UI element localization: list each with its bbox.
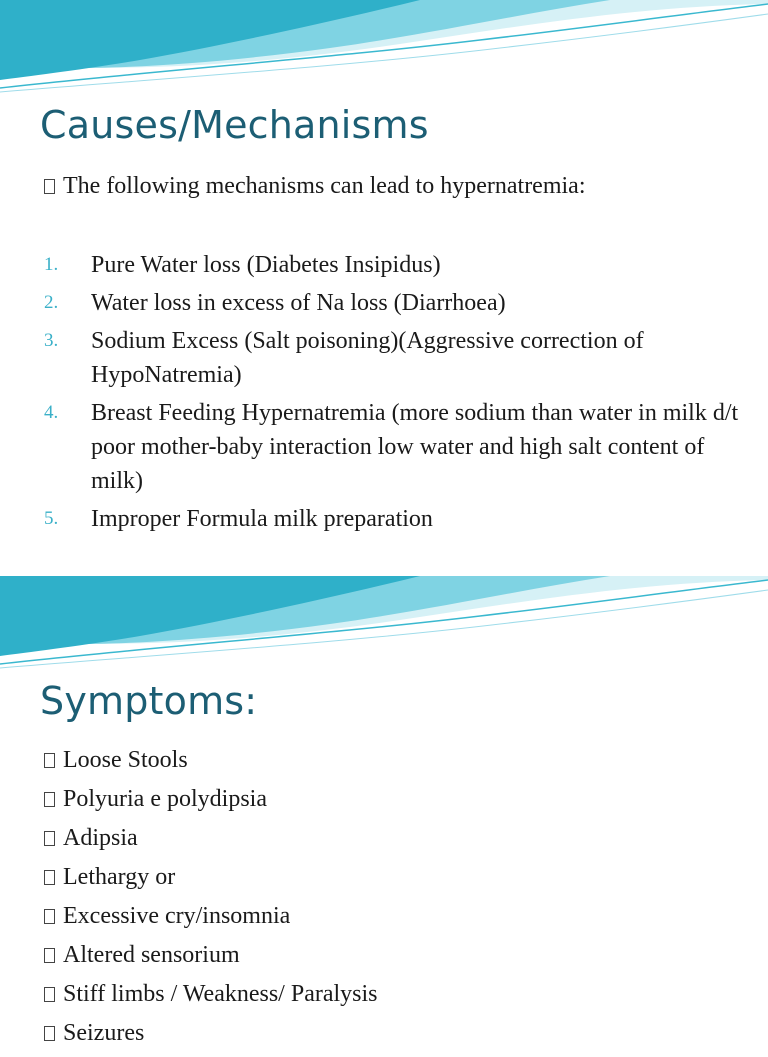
list-item-text: Improper Formula milk preparation bbox=[91, 506, 433, 532]
slide-title: Symptoms: bbox=[40, 679, 258, 723]
list-number: 5. bbox=[44, 508, 59, 529]
list-item bbox=[44, 286, 744, 320]
mechanisms-list bbox=[44, 248, 744, 540]
square-bullet-icon bbox=[44, 948, 55, 963]
intro-text: The following mechanisms can lead to hypernatremia: bbox=[63, 173, 586, 199]
list-item bbox=[44, 901, 378, 940]
list-item bbox=[44, 745, 378, 784]
header-wave-decoration bbox=[0, 576, 768, 676]
list-item-text: Polyuria e polydipsia bbox=[63, 786, 267, 812]
slide-title: Causes/Mechanisms bbox=[40, 103, 429, 147]
square-bullet-icon bbox=[44, 831, 55, 846]
list-item bbox=[44, 502, 744, 536]
header-wave-decoration bbox=[0, 0, 768, 100]
list-item bbox=[44, 324, 744, 392]
list-item bbox=[44, 823, 378, 862]
list-item-text: Seizures bbox=[63, 1020, 145, 1046]
list-item-text: Excessive cry/insomnia bbox=[63, 903, 291, 929]
list-item bbox=[44, 396, 744, 498]
list-item-text: Sodium Excess (Salt poisoning)(Aggressive correction of HypoNatremia) bbox=[91, 328, 644, 388]
square-bullet-icon bbox=[44, 1026, 55, 1041]
slide-separator bbox=[0, 560, 768, 576]
square-bullet-icon bbox=[44, 987, 55, 1002]
list-item-text: Loose Stools bbox=[63, 747, 188, 773]
list-item bbox=[44, 979, 378, 1018]
list-item-text: Pure Water loss (Diabetes Insipidus) bbox=[91, 252, 441, 278]
symptoms-list bbox=[44, 745, 378, 1057]
square-bullet-icon bbox=[44, 909, 55, 924]
list-item bbox=[44, 862, 378, 901]
list-item bbox=[44, 784, 378, 823]
list-item-text: Adipsia bbox=[63, 825, 138, 851]
list-item bbox=[44, 248, 744, 282]
square-bullet-icon bbox=[44, 179, 55, 194]
square-bullet-icon bbox=[44, 870, 55, 885]
square-bullet-icon bbox=[44, 753, 55, 768]
list-number: 1. bbox=[44, 254, 59, 275]
list-item-text: Altered sensorium bbox=[63, 942, 240, 968]
list-number: 3. bbox=[44, 330, 59, 351]
list-item-text: Water loss in excess of Na loss (Diarrhoea) bbox=[91, 290, 506, 316]
list-item-text: Stiff limbs / Weakness/ Paralysis bbox=[63, 981, 378, 1007]
list-item-text: Lethargy or bbox=[63, 864, 176, 890]
square-bullet-icon bbox=[44, 792, 55, 807]
intro-bullet bbox=[44, 171, 586, 201]
list-number: 4. bbox=[44, 402, 59, 423]
list-item bbox=[44, 940, 378, 979]
list-item-text: Breast Feeding Hypernatremia (more sodium than water in milk d/t poor mother-baby interaction low water and high salt content of milk) bbox=[91, 400, 739, 494]
list-number: 2. bbox=[44, 292, 59, 313]
